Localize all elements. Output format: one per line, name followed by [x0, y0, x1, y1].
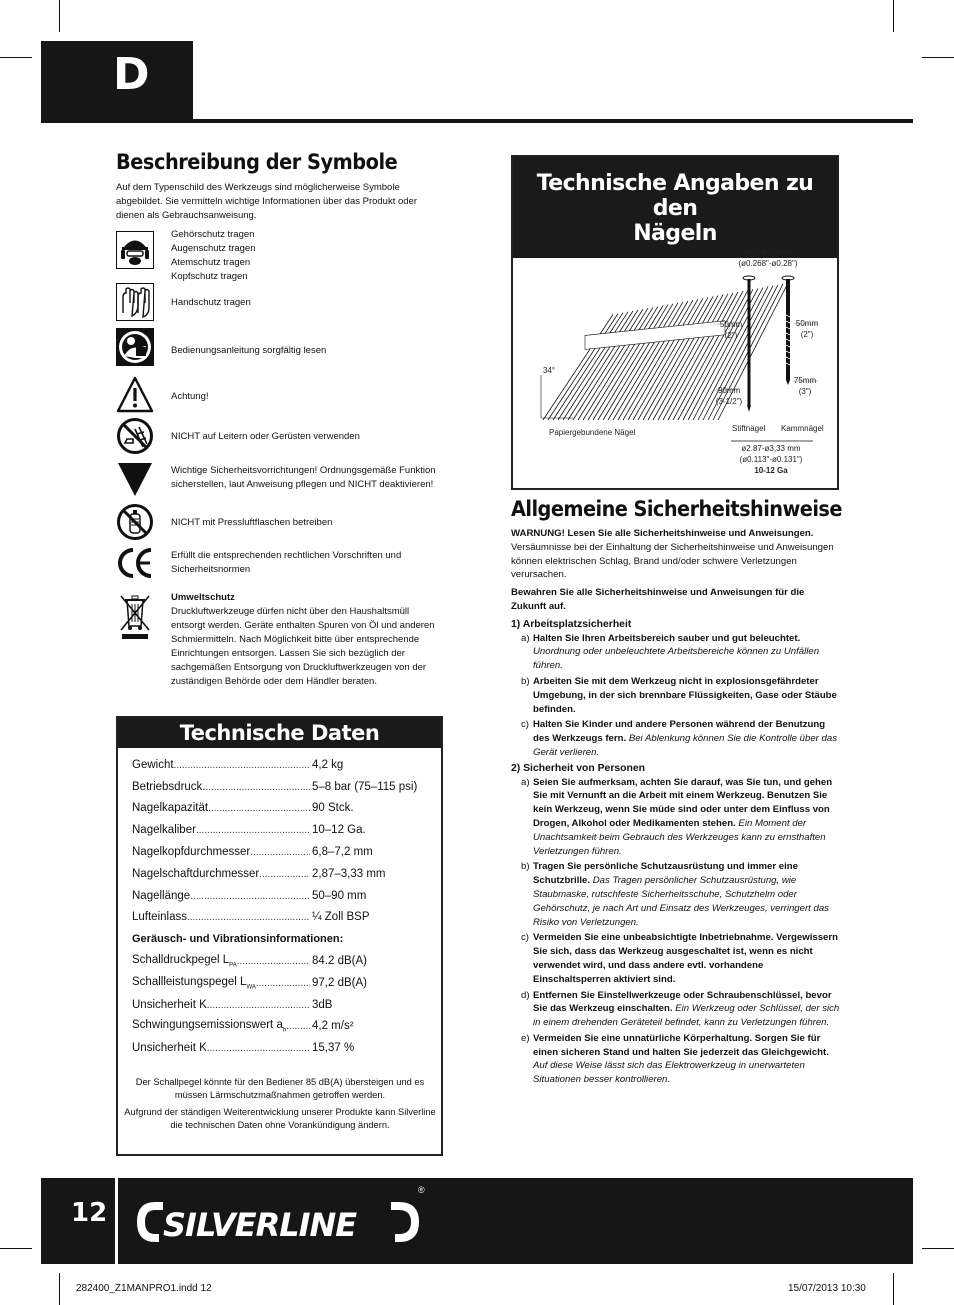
diagram-text: (3-1/2") — [715, 397, 743, 406]
diagram-text: 50mm — [795, 319, 819, 328]
item-bold: Arbeiten Sie mit dem Werkzeug nicht in explosionsgefährdeter Umgebung, in der sich brennbare Flüssigkeiten, Gase oder Stäube befinden. — [533, 675, 837, 715]
spec-label: Lufteinlass — [132, 911, 187, 924]
registered-mark: ® — [418, 1185, 425, 1195]
symbol-line: Druckluftwerkzeuge dürfen nicht über den Haushaltsmüll entsorgt werden. Geräte enthalten Spuren von Öl und anderen Schmiermitteln. Nach Möglichkeit bitte über entsprechende Einrichtungen entsorgen. Lassen Sie sich bezüglich der sachgemäßen Entsorgung von Druckluftwerkzeugen von der zuständigen Behörde oder dem Händler beraten. — [171, 606, 435, 687]
keep-instructions-note: Bewahren Sie alle Sicherheitshinweise und Anweisungen für die Zukunft auf. — [511, 587, 805, 612]
item-letter: a) — [521, 632, 530, 644]
spec-value: ¼ Zoll BSP — [312, 911, 370, 924]
ppe-head-icon — [116, 231, 154, 269]
spec-label: Schwingungsemissionswert a — [132, 1019, 283, 1032]
item-letter: a) — [521, 776, 530, 788]
spec-label: Schallleistungspegel L — [132, 975, 247, 988]
diagram-text: 50mm — [719, 320, 743, 329]
header-rule — [41, 119, 913, 123]
safety-heading: Allgemeine Sicherheitshinweise — [511, 497, 842, 521]
diagram-text: 90mm — [717, 386, 741, 395]
spec-subscript: WA — [246, 984, 256, 991]
diagram-text: ø2.87-ø3,33 mm — [741, 444, 801, 453]
item-letter: b) — [521, 861, 530, 873]
spec-row — [132, 972, 432, 994]
spec-row — [132, 885, 432, 907]
weee-bin-icon — [116, 592, 154, 640]
logo-wordmark: SILVERLINE — [163, 1206, 357, 1244]
crop-mark — [59, 0, 60, 32]
gloves-icon — [116, 283, 154, 321]
footer-divider — [115, 1178, 118, 1264]
spec-table — [132, 754, 432, 1059]
symbol-line: Atemschutz tragen — [171, 257, 251, 268]
spec-value: 5–8 bar (75–115 psi) — [312, 780, 418, 793]
item-italic: Auf diese Weise lässt sich das Elektrowerkzeug in unerwarteten Situationen besser kontrollieren. — [533, 1060, 805, 1086]
item-letter: c) — [521, 932, 529, 944]
crop-mark — [922, 1248, 954, 1249]
section-heading: 2) Sicherheit von Personen — [511, 762, 645, 774]
symbol-line: NICHT auf Leitern oder Gerüsten verwenden — [171, 431, 360, 442]
spec-value: 4,2 kg — [312, 758, 344, 771]
environment-title: Umweltschutz — [171, 592, 235, 603]
pin-nail-label: Stiftnägel — [732, 424, 766, 433]
item-letter: b) — [521, 675, 530, 687]
safety-item — [521, 989, 841, 1030]
spec-subscript: PA — [229, 962, 237, 969]
item-letter: e) — [521, 1032, 530, 1044]
ce-mark-icon — [116, 544, 154, 582]
nail-title-line: Nägeln — [633, 221, 717, 246]
comb-nail-label: Kammnägel — [781, 424, 824, 433]
gauge-label: 10-12 Ga — [754, 466, 788, 475]
crop-mark — [0, 1248, 32, 1249]
symbol-line: Kopfschutz tragen — [171, 271, 248, 282]
spec-row — [132, 1037, 432, 1059]
item-bold: Vermeiden Sie eine unnatürliche Körperhaltung. Sorgen Sie für einen sicheren Stand und halten Sie jederzeit das Gleichgewicht. — [533, 1032, 829, 1058]
language-tab — [41, 41, 193, 123]
nail-title-line: Technische Angaben zu den — [536, 171, 814, 221]
spec-value: 4,2 m/s² — [312, 1020, 354, 1033]
diagram-text: (2") — [724, 331, 738, 340]
symbols-intro: Auf dem Typenschild des Werkzeugs sind möglicherweise Symbole abgebildet. Sie vermitteln wichtige Informationen über das Produkt oder dienen als Gebrauchsanweisung. — [116, 182, 418, 221]
no-bottled-gas-icon — [116, 503, 154, 541]
length-50-right-label — [789, 318, 825, 340]
symbol-text — [171, 344, 446, 358]
item-bold: Entfernen Sie Einstellwerkzeuge oder Schraubenschlüssel, bevor Sie das Werkzeug einschalten. — [533, 989, 832, 1015]
diagram-text: (2") — [800, 330, 814, 339]
noise-heading: Geräusch- und Vibrationsinformationen: — [132, 933, 344, 946]
safety-text — [511, 527, 841, 1089]
spec-row — [132, 994, 432, 1016]
spec-row — [132, 798, 432, 820]
item-bold: Halten Sie Ihren Arbeitsbereich sauber und gut beleuchtet. — [533, 632, 801, 644]
safety-item — [521, 632, 841, 673]
tech-data-heading: Technische Daten — [118, 718, 441, 748]
footer-bar — [41, 1178, 913, 1264]
symbol-line: Handschutz tragen — [171, 297, 251, 308]
item-italic: Unordnung oder unbeleuchtete Arbeitsbereiche können zu Unfällen führen. — [533, 646, 820, 672]
safety-item — [521, 860, 841, 929]
spec-row — [132, 819, 432, 841]
spec-label: Nagelkopfdurchmesser — [132, 846, 251, 859]
crop-mark — [922, 57, 954, 58]
spec-row — [132, 1016, 432, 1038]
diagram-text: 75mm — [793, 376, 817, 385]
spec-row — [132, 907, 432, 929]
spec-value: 15,37 % — [312, 1042, 355, 1055]
item-italic: Bei Ablenkung können Sie die Kontrolle über das Gerät verlieren. — [533, 733, 837, 758]
date-slug: 15/07/2013 10:30 — [788, 1283, 866, 1294]
warning-text: Versäumnisse bei der Einhaltung der Sicherheitshinweise und Anweisungen können elektrischen Schlag, Brand und/oder schwere Verletzungen verursachen. — [511, 541, 834, 581]
safety-item — [521, 718, 841, 759]
symbol-text — [171, 464, 446, 492]
head-diameter-label — [723, 247, 813, 269]
diagram-text: (ø0.113"-ø0.131") — [739, 455, 803, 464]
spec-label: Unsicherheit K — [132, 998, 207, 1011]
safety-devices-icon — [116, 461, 154, 499]
spec-value: 10–12 Ga. — [312, 824, 366, 837]
item-bold: Vermeiden Sie eine unbeabsichtigte Inbetriebnahme. Vergewissern Sie sich, dass das Werkzeug ausgeschaltet ist, wenn es nicht verwendet wird, und dass andere evtl. vorhandene Einschaltsperren aktiviert sind. — [533, 932, 838, 985]
safety-item — [521, 1032, 841, 1087]
spec-label: Nagelkapazität — [132, 802, 209, 815]
symbol-text — [171, 516, 446, 530]
spec-label: Betriebsdruck. — [132, 780, 206, 793]
spec-label: Nagelkaliber — [132, 824, 196, 837]
read-manual-icon — [116, 328, 154, 366]
nail-strip — [543, 283, 788, 420]
warning-bold: WARNUNG! Lesen Sie alle Sicherheitshinweise und Anweisungen. — [511, 528, 814, 539]
page-number: 12 — [71, 1198, 108, 1228]
spec-row — [132, 841, 432, 863]
spec-row — [132, 776, 432, 798]
crop-mark — [893, 0, 894, 32]
symbol-line: Gehörschutz tragen — [171, 229, 255, 240]
symbol-text — [171, 430, 446, 444]
strip-label: Papiergebundene Nägel — [549, 428, 636, 437]
symbol-text — [171, 549, 446, 577]
item-bold: Halten Sie Kinder und andere Personen während der Benutzung des Werkzeugs fern. — [533, 719, 826, 745]
diagram-text: (ø0.268"-ø0.28") — [738, 259, 798, 268]
symbol-line: Augenschutz tragen — [171, 243, 256, 254]
symbol-line: Achtung! — [171, 391, 209, 402]
spec-label: Nagelschaftdurchmesser — [132, 867, 260, 880]
symbols-heading: Beschreibung der Symbole — [116, 150, 398, 174]
nail-spec-box — [511, 155, 839, 490]
length-50-left-label — [711, 319, 751, 341]
symbol-text — [171, 296, 446, 310]
item-bold: Seien Sie aufmerksam, achten Sie darauf, was Sie tun, und gehen Sie mit Vernunft an die Arbeit mit einem Werkzeug. Benutzen Sie kein Werkzeug, wenn Sie müde sind oder unter dem Einfluss von Drogen, Alkohol oder Medikamenten stehen. — [533, 776, 833, 829]
spec-value: 3dB — [312, 998, 333, 1011]
diagram-text: (3") — [798, 387, 812, 396]
safety-item — [521, 675, 841, 716]
symbol-line: Bedienungsanleitung sorgfältig lesen — [171, 345, 327, 356]
crop-mark — [0, 57, 32, 58]
spec-label: Unsicherheit K — [132, 1042, 207, 1055]
safety-item — [521, 776, 841, 859]
spec-label: Nagellänge — [132, 889, 191, 902]
section-heading: 1) Arbeitsplatzsicherheit — [511, 618, 632, 630]
spec-value: 6,8–7,2 mm — [312, 846, 373, 859]
spec-row — [132, 754, 432, 776]
symbol-line: Erfüllt die entsprechenden rechtlichen Vorschriften und Sicherheitsnormen — [171, 550, 402, 575]
angle-label: 34° — [543, 366, 556, 375]
spec-label: Gewicht — [132, 758, 174, 771]
item-italic: Ein Moment der Unachtsamkeit beim Gebrauch des Werkzeuges kann zu ernsthaften Verletzungen führen. — [533, 817, 826, 857]
language-letter: D — [113, 49, 150, 100]
safety-item — [521, 931, 841, 986]
tech-data-box — [116, 716, 443, 1156]
crop-mark — [893, 1273, 894, 1305]
diagram-text: ø6.7-ø7.2mm — [743, 248, 792, 257]
spec-value: 97,2 dB(A) — [312, 976, 367, 989]
spec-row — [132, 950, 432, 972]
spec-value: 84.2 dB(A) — [312, 955, 367, 968]
warning-triangle-icon — [116, 376, 154, 414]
spec-label: Schalldruckpegel L — [132, 953, 230, 966]
item-italic: Ein Werkzeug oder Schlüssel, der sich in einem drehenden Geräteteil befindet, kann zu Verletzungen führen. — [533, 1003, 840, 1029]
symbol-line: NICHT mit Pressluftflaschen betreiben — [171, 517, 333, 528]
item-letter: c) — [521, 719, 529, 731]
spec-subscript: h — [282, 1027, 287, 1034]
noise-note: Der Schallpegel könnte für den Bediener 85 dB(A) übersteigen und es müssen Lärmschutzmaßnahmen getroffen werden. — [135, 1077, 425, 1100]
silverline-logo — [133, 1196, 423, 1248]
no-ladder-icon — [116, 417, 154, 455]
symbol-text — [171, 390, 446, 404]
pin-nail-tip — [747, 405, 751, 412]
symbol-text — [171, 228, 446, 284]
item-italic: Das Tragen persönlicher Schutzausrüstung, wie Staubmaske, rutschfeste Sicherheitsschuhe, Schutzhelm oder Gehörschutz, je nach Art und Einsatz des Werkzeuges, verringert das Risiko von Verletzungen. — [533, 875, 829, 928]
length-75-label — [787, 375, 823, 397]
spec-row — [132, 863, 432, 885]
spec-change-note: Aufgrund der ständigen Weiterentwicklung unserer Produkte kann Silverline die technischen Daten ohne Vorankündigung ändern. — [124, 1107, 436, 1130]
symbol-line: Wichtige Sicherheitsvorrichtungen! Ordnungsgemäße Funktion sicherstellen, laut Anweisung pflegen und NICHT deaktivieren! — [171, 465, 436, 490]
crop-mark — [59, 1273, 60, 1305]
spec-value: 90 Stck. — [312, 802, 354, 815]
length-90-label — [711, 385, 747, 407]
file-slug: 282400_Z1MANPRO1.indd 12 — [76, 1283, 212, 1294]
spec-value: 2,87–3,33 mm — [312, 867, 386, 880]
shank-diameter-label — [723, 443, 819, 476]
item-letter: d) — [521, 989, 530, 1001]
symbol-text — [171, 591, 446, 689]
spec-value: 50–90 mm — [312, 889, 367, 902]
item-bold: Tragen Sie persönliche Schutzausrüstung und immer eine Schutzbrille. — [533, 861, 798, 887]
